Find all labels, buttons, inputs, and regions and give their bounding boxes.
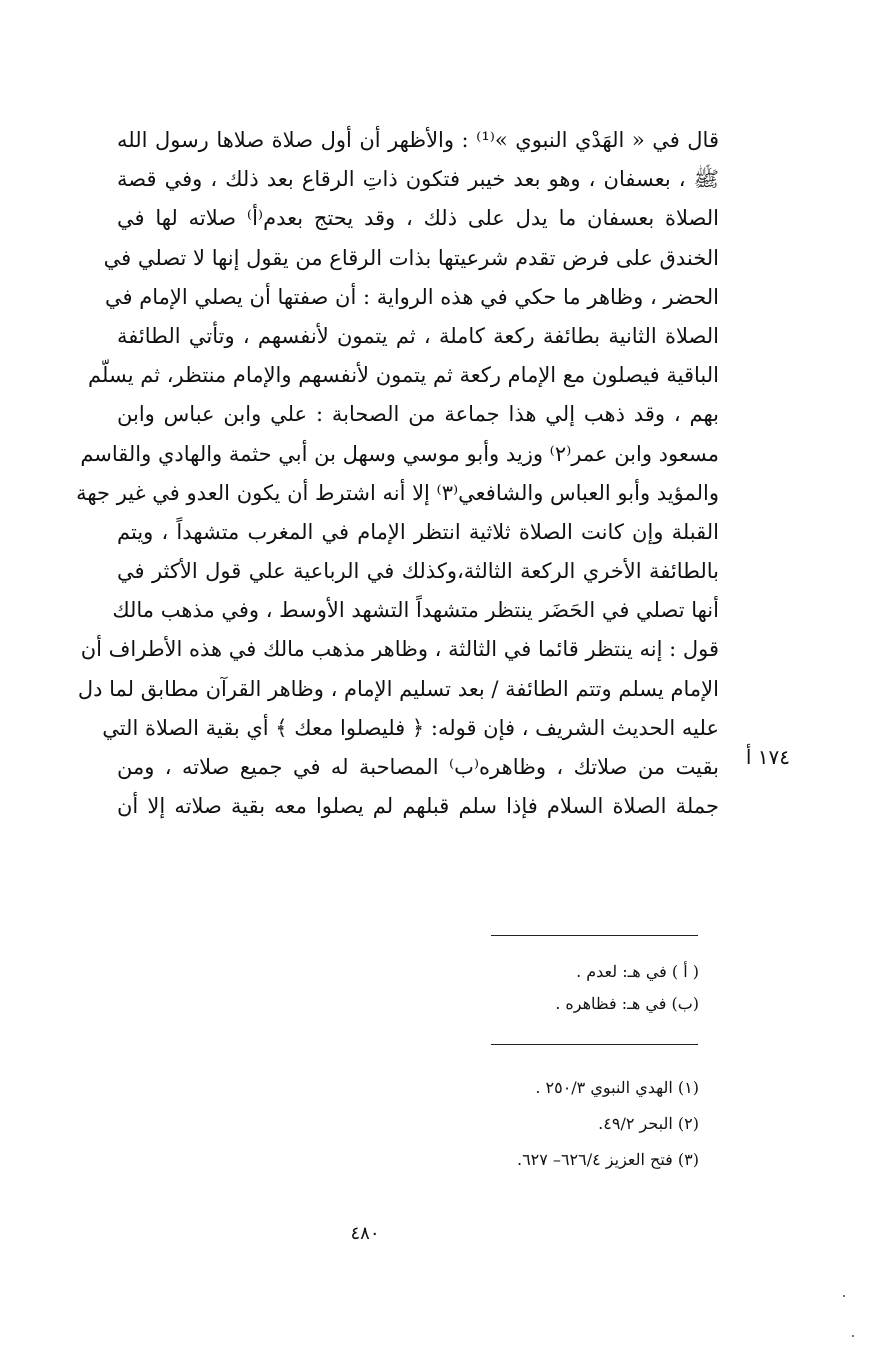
text-line: عليه الحديث الشريف ، فإن قوله: ﴿ فليصلوا معك ﴾ أي بقية الصلاة التي xyxy=(102,715,719,740)
text-line: بقيت من صلاتك ، وظاهره⁽ب⁾ المصاحبة له في جميع صلاته ، ومن xyxy=(117,755,719,779)
text-line: الباقية فيصلون مع الإمام ركعة ثم يتمون لأنفسهم والإمام منتظر، ثم يسلّم xyxy=(88,363,719,388)
text-line: جملة الصلاة السلام فإذا سلم قبلهم لم يصلوا معه بقية صلاته إلا أن xyxy=(117,794,719,819)
footnote-divider xyxy=(491,1044,698,1045)
text-line: مسعود وابن عمر⁽٢⁾ وزيد وأبو موسي وسهل بن أبي حثمة والهادي والقاسم xyxy=(80,441,719,466)
text-line: الصلاة بعسفان ما يدل على ذلك ، وقد يحتج بعدم⁽أ⁾ صلاته لها في xyxy=(117,206,719,231)
reference-note: (٣) فتح العزيز ٦٢٦/٤– ٦٢٧. xyxy=(516,1150,699,1169)
text-line: الصلاة الثانية بطائفة ركعة كاملة ، ثم يتمون لأنفسهم ، وتأتي الطائفة xyxy=(117,323,719,348)
text-line: ﷺ ، بعسفان ، وهو بعد خيبر فتكون ذاتِ الرقاع بعد ذلك ، وفي قصة xyxy=(117,167,719,192)
footnote-divider xyxy=(491,935,698,936)
text-line: قال في « الهَدْي النبوي »⁽¹⁾ : والأظهر أن أول صلاة صلاها رسول الله xyxy=(117,128,719,152)
reference-footnotes xyxy=(517,1070,699,1178)
text-line: القبلة وإن كانت الصلاة ثلاثية انتظر الإمام في المغرب متشهداً ، ويتم xyxy=(117,519,719,544)
text-line: الخندق على فرض تقدم شرعيتها بذات الرقاع من يقول إنها لا تصلي في xyxy=(103,245,719,270)
text-line: والمؤيد وأبو العباس والشافعي⁽٣⁾ إلا أنه اشترط أن يكون العدو في غير جهة xyxy=(76,480,719,505)
manuscript-folio-marker: ١٧٤ أ xyxy=(745,745,790,769)
text-line: بالطائفة الأخري الركعة الثالثة،وكذلك في الرباعية علي قول الأكثر في xyxy=(117,559,719,584)
page-number: ٤٨٠ xyxy=(350,1223,380,1244)
main-text-block xyxy=(76,121,719,826)
text-line: أنها تصلي في الحَضَر ينتظر متشهداً التشهد الأوسط ، وفي مذهب مالك xyxy=(112,598,719,623)
text-line: الإمام يسلم وتتم الطائفة / بعد تسليم الإمام ، وظاهر القرآن مطابق لما دل xyxy=(77,676,719,701)
variant-note: (ب) في هـ: فظاهره . xyxy=(555,994,699,1013)
reference-note: (١) الهدي النبوي ٢٥٠/٣ . xyxy=(535,1078,699,1097)
text-line: الحضر ، وظاهر ما حكي في هذه الرواية : أن صفتها أن يصلي الإمام في xyxy=(105,284,719,309)
text-line: بهم ، وقد ذهب إلي هذا جماعة من الصحابة : علي وابن عباس وابن xyxy=(117,402,719,427)
reference-note: (٢) البحر ٤٩/٢. xyxy=(598,1114,699,1133)
variant-footnotes xyxy=(555,956,699,1020)
text-line: قول : إنه ينتظر قائما في الثالثة ، وظاهر مذهب مالك في هذه الأطراف أن xyxy=(80,637,719,662)
variant-note: ( أ ) في هـ: لعدم . xyxy=(576,962,699,981)
